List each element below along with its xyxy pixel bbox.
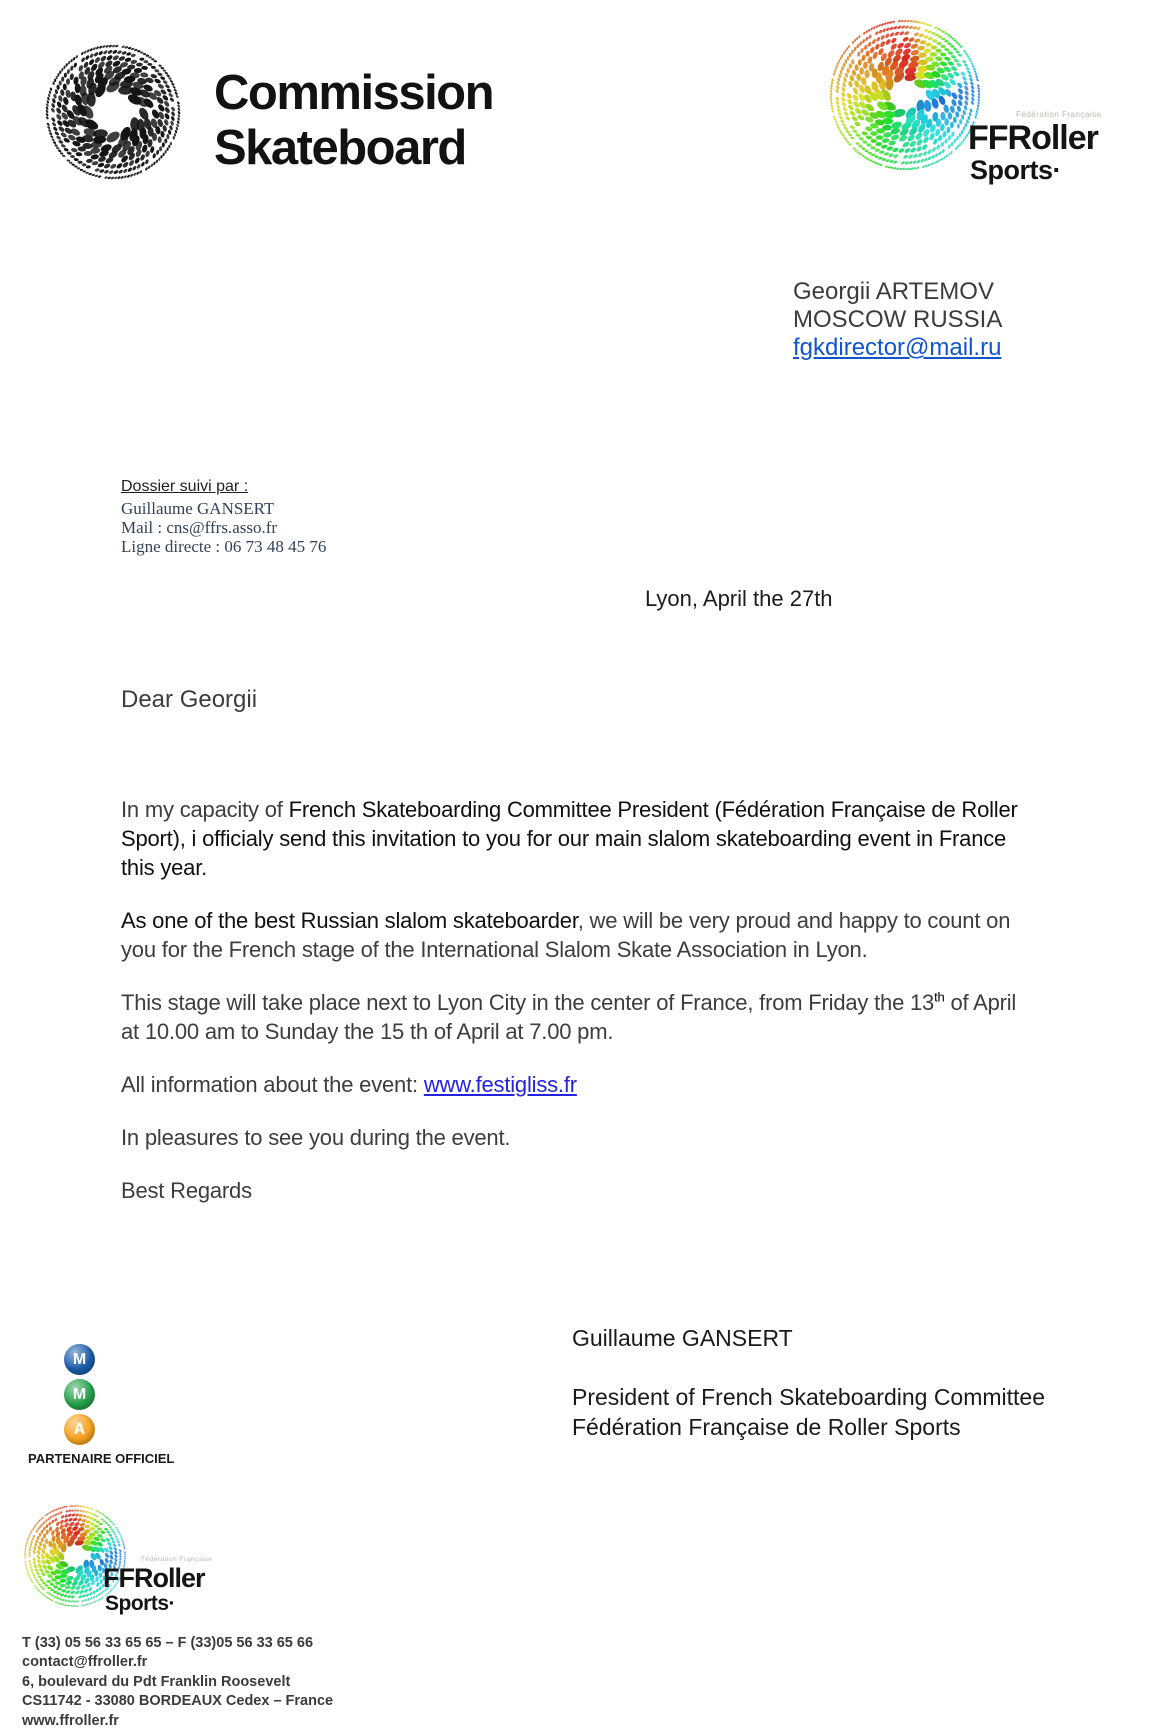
paragraph-segment: All information about the event: bbox=[121, 1072, 424, 1097]
ffroller-footer-subtitle: Sports· bbox=[105, 1592, 175, 1615]
footer-contact-line: contact@ffroller.fr bbox=[22, 1654, 148, 1671]
footer-contact-line: CS11742 - 33080 BORDEAUX Cedex – France bbox=[22, 1693, 334, 1710]
recipient-email-link[interactable]: fgkdirector@mail.ru bbox=[793, 334, 1002, 361]
paragraph-segment: French Skateboarding Committee President (Fédération Française de Roller Sport), i officialy send this invitation to you for our main slalom skateboarding event in France this year. bbox=[121, 797, 1018, 880]
dossier-block bbox=[121, 478, 326, 556]
partner-badge-a: A bbox=[64, 1414, 95, 1445]
commission-swirl-logo bbox=[36, 40, 191, 195]
ffroller-tagline: Fédération Française bbox=[1016, 110, 1102, 119]
dossier-line: Guillaume GANSERT bbox=[121, 499, 275, 518]
recipient-name: Georgii ARTEMOV bbox=[793, 278, 994, 305]
ffroller-footer-tagline: Fédération Française bbox=[141, 1556, 213, 1563]
dossier-lines bbox=[121, 499, 326, 556]
ffroller-swirl-logo bbox=[820, 12, 990, 182]
paragraph-segment: , we will be very proud and happy to count on you for the French stage of the International Slalom Skate Association in Lyon. bbox=[121, 908, 1011, 962]
footer-contact bbox=[22, 1634, 333, 1730]
dossier-line: Mail : cns@ffrs.asso.fr bbox=[121, 518, 278, 537]
ffroller-name: FFRoller bbox=[968, 119, 1098, 157]
paragraph-segment: of April at 10.00 am to Sunday the 15 th of April at 7.00 pm. bbox=[121, 990, 1017, 1044]
partner-label: PARTENAIRE OFFICIEL bbox=[28, 1451, 175, 1466]
paragraph-segment: In my capacity of bbox=[121, 797, 289, 822]
footer-contact-line: www.ffroller.fr bbox=[22, 1712, 119, 1729]
recipient-block bbox=[793, 278, 1002, 362]
partner-badges bbox=[64, 1344, 98, 1445]
signature-title-2: Fédération Française de Roller Sports bbox=[572, 1414, 961, 1440]
signature-block bbox=[572, 1324, 1045, 1442]
superscript: th bbox=[934, 989, 945, 1005]
ffroller-footer-logo-text bbox=[103, 1556, 212, 1615]
body-paragraph bbox=[121, 1176, 1021, 1205]
ffroller-logo-text bbox=[968, 110, 1102, 184]
body-paragraph bbox=[121, 906, 1021, 964]
paragraph-segment: As one of the best Russian slalom skateboarder bbox=[121, 908, 578, 933]
footer-contact-line: T (33) 05 56 33 65 65 – F (33)05 56 33 65 66 bbox=[22, 1635, 314, 1651]
signature-name: Guillaume GANSERT bbox=[572, 1325, 793, 1351]
commission-logo-line2: Skateboard bbox=[214, 121, 466, 175]
recipient-location: MOSCOW RUSSIA bbox=[793, 306, 1003, 333]
ffroller-footer-name: FFRoller bbox=[103, 1563, 205, 1593]
signature-title-1: President of French Skateboarding Committee bbox=[572, 1384, 1046, 1410]
partner-badge-m: M bbox=[64, 1344, 95, 1375]
dossier-title: Dossier suivi par : bbox=[121, 478, 249, 495]
paragraph-segment: This stage will take place next to Lyon City in the center of France, from Friday the 13 bbox=[121, 990, 935, 1015]
ffroller-subtitle: Sports· bbox=[970, 155, 1061, 185]
partner-block bbox=[28, 1344, 175, 1466]
letter-body bbox=[121, 795, 1021, 1229]
commission-logo-line1: Commission bbox=[214, 66, 494, 120]
footer-contact-line: 6, boulevard du Pdt Franklin Roosevelt bbox=[22, 1673, 291, 1690]
dossier-line: Ligne directe : 06 73 48 45 76 bbox=[121, 537, 327, 556]
salutation: Dear Georgii bbox=[121, 686, 258, 713]
body-paragraph bbox=[121, 988, 1021, 1046]
paragraph-segment: Best Regards bbox=[121, 1178, 252, 1203]
body-paragraph bbox=[121, 1123, 1021, 1152]
body-paragraph bbox=[121, 795, 1021, 882]
date-line: Lyon, April the 27th bbox=[645, 586, 833, 611]
inline-link[interactable]: www.festigliss.fr bbox=[423, 1072, 577, 1097]
body-paragraph bbox=[121, 1070, 1021, 1099]
commission-logo-text bbox=[214, 66, 493, 176]
paragraph-segment: In pleasures to see you during the event. bbox=[121, 1125, 511, 1150]
partner-badge-m: M bbox=[64, 1379, 95, 1410]
